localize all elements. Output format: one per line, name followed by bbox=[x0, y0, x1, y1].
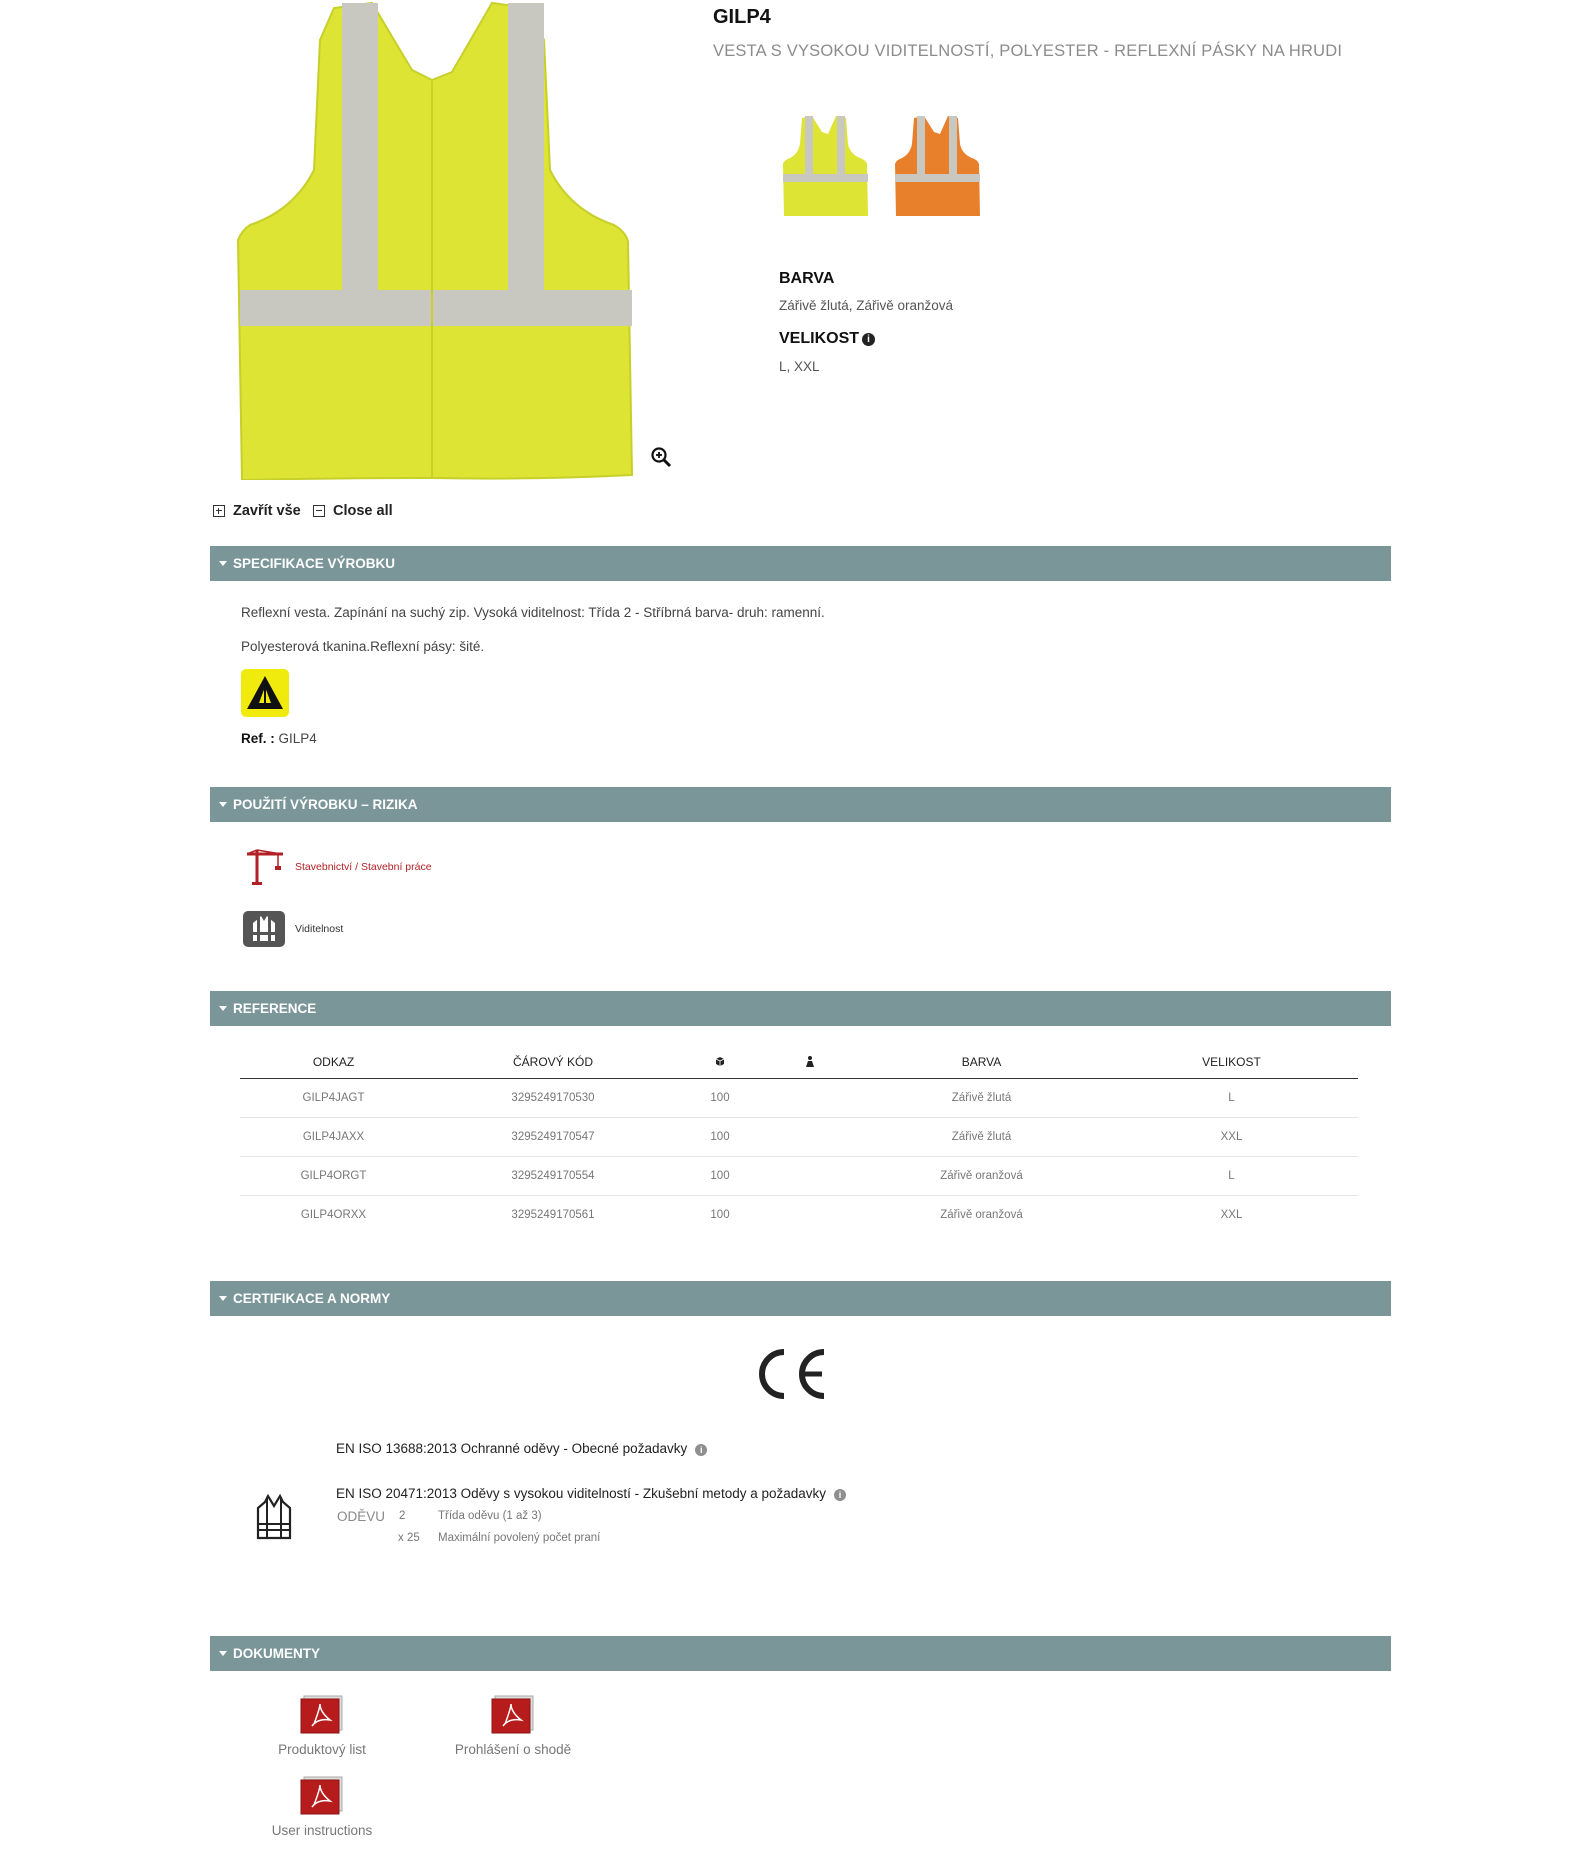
usage-visibility-label: Viditelnost bbox=[295, 923, 344, 935]
cell-color: Zářivě žlutá bbox=[858, 1079, 1105, 1118]
table-row bbox=[240, 1196, 1358, 1235]
expand-all-toggle[interactable] bbox=[213, 503, 301, 519]
doc-user-instructions-label: User instructions bbox=[271, 1823, 373, 1838]
close-all-label: Close all bbox=[333, 503, 393, 519]
cell-ref: GILP4JAGT bbox=[240, 1079, 427, 1118]
cell-person-qty bbox=[761, 1157, 858, 1196]
info-icon[interactable]: i bbox=[862, 333, 875, 346]
cell-size: L bbox=[1105, 1079, 1358, 1118]
garment-label: ODĚVU bbox=[337, 1509, 386, 1524]
reference-table bbox=[240, 1046, 1358, 1234]
close-all-toggle[interactable] bbox=[313, 503, 393, 519]
col-header-barcode: ČÁROVÝ KÓD bbox=[427, 1046, 679, 1079]
reference-label: Ref. : bbox=[241, 731, 275, 746]
col-header-color: BARVA bbox=[858, 1046, 1105, 1079]
section-usage-header[interactable] bbox=[210, 787, 1391, 822]
cell-size: L bbox=[1105, 1157, 1358, 1196]
cell-barcode: 3295249170530 bbox=[427, 1079, 679, 1118]
crane-icon bbox=[243, 848, 285, 886]
color-value: Zářivě žlutá, Zářivě oranžová bbox=[779, 298, 954, 313]
usage-construction-label: Stavebnictví / Stavební práce bbox=[295, 861, 432, 873]
doc-product-sheet[interactable] bbox=[232, 1694, 412, 1757]
standard-13688 bbox=[336, 1441, 707, 1456]
caret-down-icon bbox=[219, 1651, 227, 1656]
cell-barcode: 3295249170547 bbox=[427, 1118, 679, 1157]
expand-all-label: Zavřít vše bbox=[233, 503, 301, 519]
cell-color: Zářivě oranžová bbox=[940, 1209, 1023, 1221]
pdf-icon bbox=[298, 1694, 346, 1736]
delta-brand-logo bbox=[241, 669, 289, 717]
section-docs-title: DOKUMENTY bbox=[233, 1646, 320, 1661]
cell-box-qty: 100 bbox=[679, 1079, 761, 1118]
reference-line bbox=[241, 731, 317, 746]
usage-visibility[interactable] bbox=[243, 911, 343, 947]
table-row bbox=[240, 1079, 1358, 1118]
doc-user-instructions[interactable] bbox=[232, 1775, 412, 1838]
zoom-icon[interactable] bbox=[650, 446, 672, 468]
section-reference-title: REFERENCE bbox=[233, 1001, 317, 1016]
cell-color: Zářivě žlutá bbox=[858, 1118, 1105, 1157]
thumbnail-yellow[interactable] bbox=[780, 114, 870, 218]
col-header-size: VELIKOST bbox=[1105, 1046, 1358, 1079]
cell-barcode: 3295249170554 bbox=[427, 1157, 679, 1196]
section-cert-title: CERTIFIKACE A NORMY bbox=[233, 1291, 391, 1306]
pdf-icon bbox=[298, 1775, 346, 1817]
caret-down-icon bbox=[219, 561, 227, 566]
cell-person-qty bbox=[761, 1196, 858, 1235]
cell-ref: GILP4ORGT bbox=[240, 1157, 427, 1196]
pdf-icon bbox=[489, 1694, 537, 1736]
standard-20471 bbox=[336, 1486, 846, 1501]
minus-box-icon bbox=[313, 505, 325, 517]
info-icon[interactable]: i bbox=[695, 1444, 707, 1456]
cell-person-qty bbox=[761, 1079, 858, 1118]
section-usage-title: POUŽITÍ VÝROBKU – RIZIKA bbox=[233, 797, 418, 812]
thumbnail-orange[interactable] bbox=[892, 114, 982, 218]
hi-vis-vest-icon bbox=[243, 911, 285, 947]
plus-box-icon bbox=[213, 505, 225, 517]
box-icon bbox=[714, 1055, 726, 1067]
size-label: VELIKOST bbox=[779, 330, 860, 347]
garment-class-desc: Třída oděvu (1 až 3) bbox=[438, 1510, 542, 1522]
cell-barcode: 3295249170561 bbox=[511, 1209, 595, 1221]
table-header-row bbox=[240, 1046, 1358, 1079]
cell-size: XXL bbox=[1105, 1118, 1358, 1157]
wash-count-desc: Maximální povolený počet praní bbox=[438, 1532, 601, 1544]
doc-product-sheet-label: Produktový list bbox=[278, 1742, 366, 1757]
section-cert-header[interactable] bbox=[210, 1281, 1391, 1316]
cell-size: XXL bbox=[1220, 1209, 1243, 1221]
product-subtitle: VESTA S VYSOKOU VIDITELNOSTÍ, POLYESTER - REFLEXNÍ PÁSKY NA HRUDI bbox=[713, 42, 1343, 60]
garment-class-value: 2 bbox=[399, 1510, 406, 1522]
hi-vis-vest-pictogram-icon bbox=[252, 1492, 296, 1542]
table-row bbox=[240, 1118, 1358, 1157]
info-icon[interactable]: i bbox=[834, 1489, 846, 1501]
reference-value: GILP4 bbox=[278, 731, 317, 746]
product-code: GILP4 bbox=[713, 6, 771, 28]
ce-mark-icon bbox=[752, 1346, 828, 1402]
cell-box-qty: 100 bbox=[679, 1157, 761, 1196]
size-label-row bbox=[779, 330, 875, 348]
doc-declaration[interactable] bbox=[423, 1694, 603, 1757]
product-main-image[interactable] bbox=[232, 0, 664, 480]
col-header-ref: ODKAZ bbox=[240, 1046, 427, 1079]
col-header-person-qty bbox=[761, 1046, 858, 1079]
caret-down-icon bbox=[219, 802, 227, 807]
wash-count-value: x 25 bbox=[398, 1532, 420, 1544]
cell-ref: GILP4JAXX bbox=[240, 1118, 427, 1157]
caret-down-icon bbox=[219, 1296, 227, 1301]
cell-box-qty: 100 bbox=[710, 1209, 730, 1221]
section-docs-header[interactable] bbox=[210, 1636, 1391, 1671]
caret-down-icon bbox=[219, 1006, 227, 1011]
color-label: BARVA bbox=[779, 270, 835, 287]
person-icon bbox=[804, 1055, 816, 1067]
spec-description-1: Reflexní vesta. Zapínání na suchý zip. Vysoká viditelnost: Třída 2 - Stříbrná barva- druh: ramenní. bbox=[241, 605, 825, 620]
spec-description-2: Polyesterová tkanina.Reflexní pásy: šité. bbox=[241, 639, 485, 654]
standard-20471-label: EN ISO 20471:2013 Oděvy s vysokou viditelností - Zkušební metody a požadavky bbox=[336, 1486, 827, 1501]
standard-13688-label: EN ISO 13688:2013 Ochranné oděvy - Obecné požadavky bbox=[336, 1441, 688, 1456]
section-spec-title: SPECIFIKACE VÝROBKU bbox=[233, 556, 396, 571]
usage-construction[interactable] bbox=[243, 848, 432, 886]
cell-color: Zářivě oranžová bbox=[858, 1157, 1105, 1196]
cell-box-qty: 100 bbox=[679, 1118, 761, 1157]
table-row bbox=[240, 1157, 1358, 1196]
cell-ref: GILP4ORXX bbox=[300, 1209, 367, 1221]
section-reference-header[interactable] bbox=[210, 991, 1391, 1026]
cell-person-qty bbox=[761, 1118, 858, 1157]
doc-declaration-label: Prohlášení o shodě bbox=[454, 1742, 572, 1757]
section-spec-header[interactable] bbox=[210, 546, 1391, 581]
col-header-box-qty bbox=[679, 1046, 761, 1079]
size-value: L, XXL bbox=[779, 359, 820, 374]
